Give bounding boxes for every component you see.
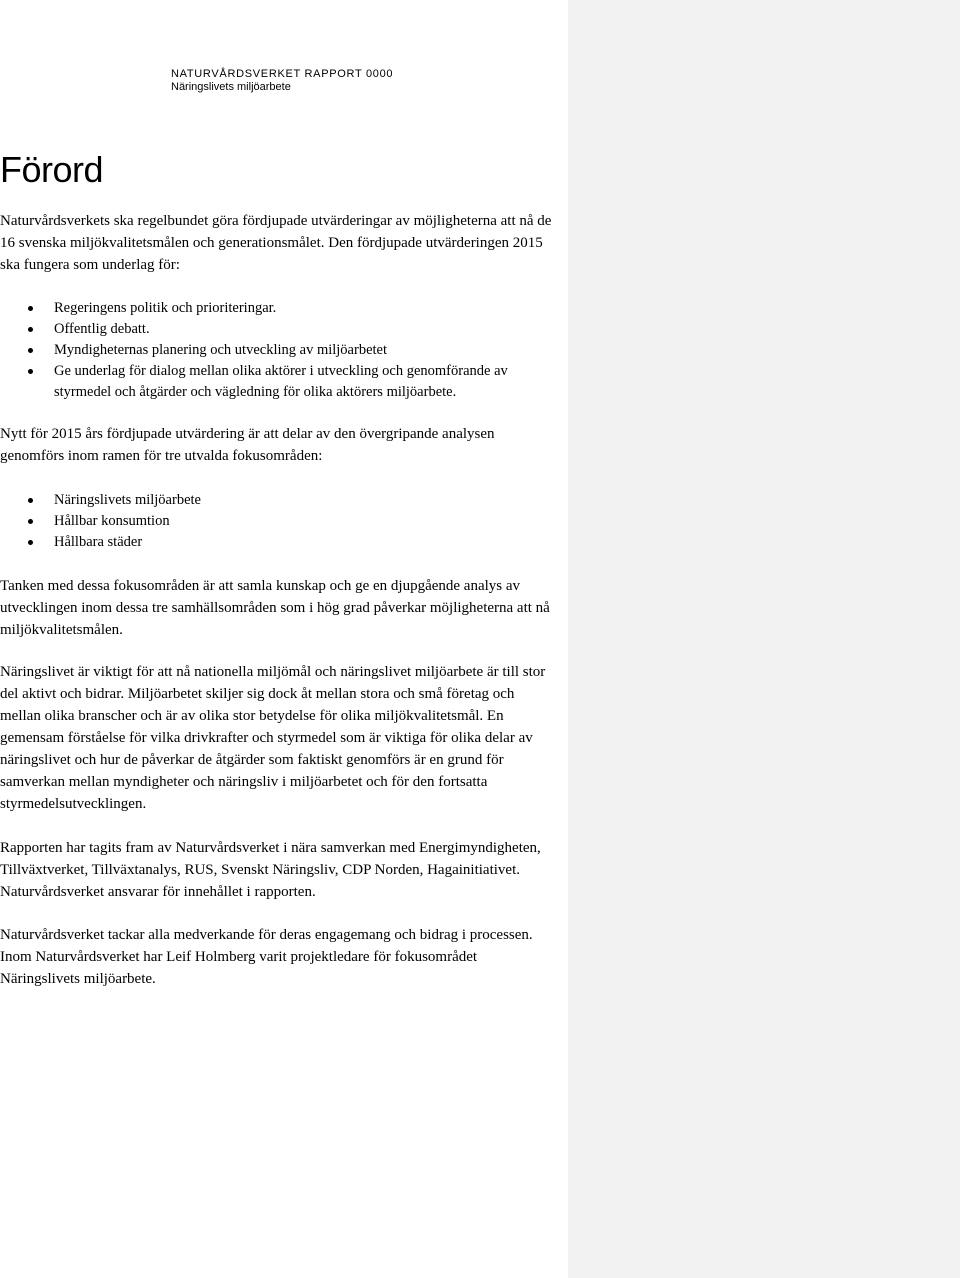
bullet-icon bbox=[28, 327, 33, 332]
bullet-icon bbox=[28, 369, 33, 374]
paragraph-purpose: Tanken med dessa fokusområden är att samla kunskap och ge en djupgående analys av utvecklingen inom dessa tre samhällsområden som i hög grad påverkar möjligheterna att nå miljökvalitetsmålen. bbox=[0, 578, 550, 638]
list-item: Hållbar konsumtion bbox=[0, 511, 558, 532]
page-title: Förord bbox=[0, 149, 104, 190]
report-series: NATURVÅRDSVERKET RAPPORT 0000 bbox=[171, 68, 394, 80]
paragraph-collaboration: Rapporten har tagits fram av Naturvårdsverket i nära samverkan med Energimyndigheten, Tillväxtverket, Tillväxtanalys, RUS, Svenskt Näringsliv, CDP Norden, Hagainitiativet. Naturvårdsverket ansvarar för innehållet i rapporten. bbox=[0, 840, 541, 900]
paragraph-acknowledgement: Naturvårdsverket tackar alla medverkande för deras engagemang och bidrag i processen. Inom Naturvårdsverket har Leif Holmberg varit projektledare för fokusområdet Näringslivets miljöarbete. bbox=[0, 927, 533, 987]
list-item: Hållbara städer bbox=[0, 532, 558, 553]
document-body bbox=[0, 210, 558, 990]
bullet-icon bbox=[28, 519, 33, 524]
bullet-list-purposes bbox=[0, 298, 558, 403]
list-item: Offentlig debatt. bbox=[0, 319, 558, 340]
bullet-icon bbox=[28, 498, 33, 503]
bullet-icon bbox=[28, 306, 33, 311]
list-item: Näringslivets miljöarbete bbox=[0, 490, 558, 511]
paragraph-focus-areas: Nytt för 2015 års fördjupade utvärdering är att delar av den övergripande analysen genomförs inom ramen för tre utvalda fokusområden: bbox=[0, 426, 495, 464]
paragraph-intro: Naturvårdsverkets ska regelbundet göra fördjupade utvärderingar av möjligheterna att nå de 16 svenska miljökvalitetsmålen och generationsmålet. Den fördjupade utvärderingen 2015 ska fungera som underlag för: bbox=[0, 213, 552, 273]
list-item: Regeringens politik och prioriteringar. bbox=[0, 298, 558, 319]
report-subtitle: Näringslivets miljöarbete bbox=[171, 81, 291, 93]
bullet-list-focus-areas bbox=[0, 490, 558, 553]
list-item: Myndigheternas planering och utveckling av miljöarbetet bbox=[0, 340, 558, 361]
comment-pane bbox=[568, 0, 960, 1278]
bullet-icon bbox=[28, 540, 33, 545]
list-item: Ge underlag för dialog mellan olika aktörer i utveckling och genomförande av styrmedel och åtgärder och vägledning för olika aktörers miljöarbete. bbox=[0, 361, 558, 403]
bullet-icon bbox=[28, 348, 33, 353]
page-header bbox=[171, 68, 431, 94]
paragraph-business: Näringslivet är viktigt för att nå nationella miljömål och näringslivet miljöarbete är till stor del aktivt och bidrar. Miljöarbetet skiljer sig dock åt mellan stora och små företag och mellan olika branscher och är av olika stor betydelse för olika miljökvalitetsmål. En gemensam förståelse för vilka drivkrafter och styrmedel som är viktiga för olika delar av näringslivet och hur de påverkar de åtgärder som faktiskt genomförs är en grund för samverkan mellan myndigheter och näringsliv i miljöarbetet och för den fortsatta styrmedelsutvecklingen. bbox=[0, 664, 546, 812]
